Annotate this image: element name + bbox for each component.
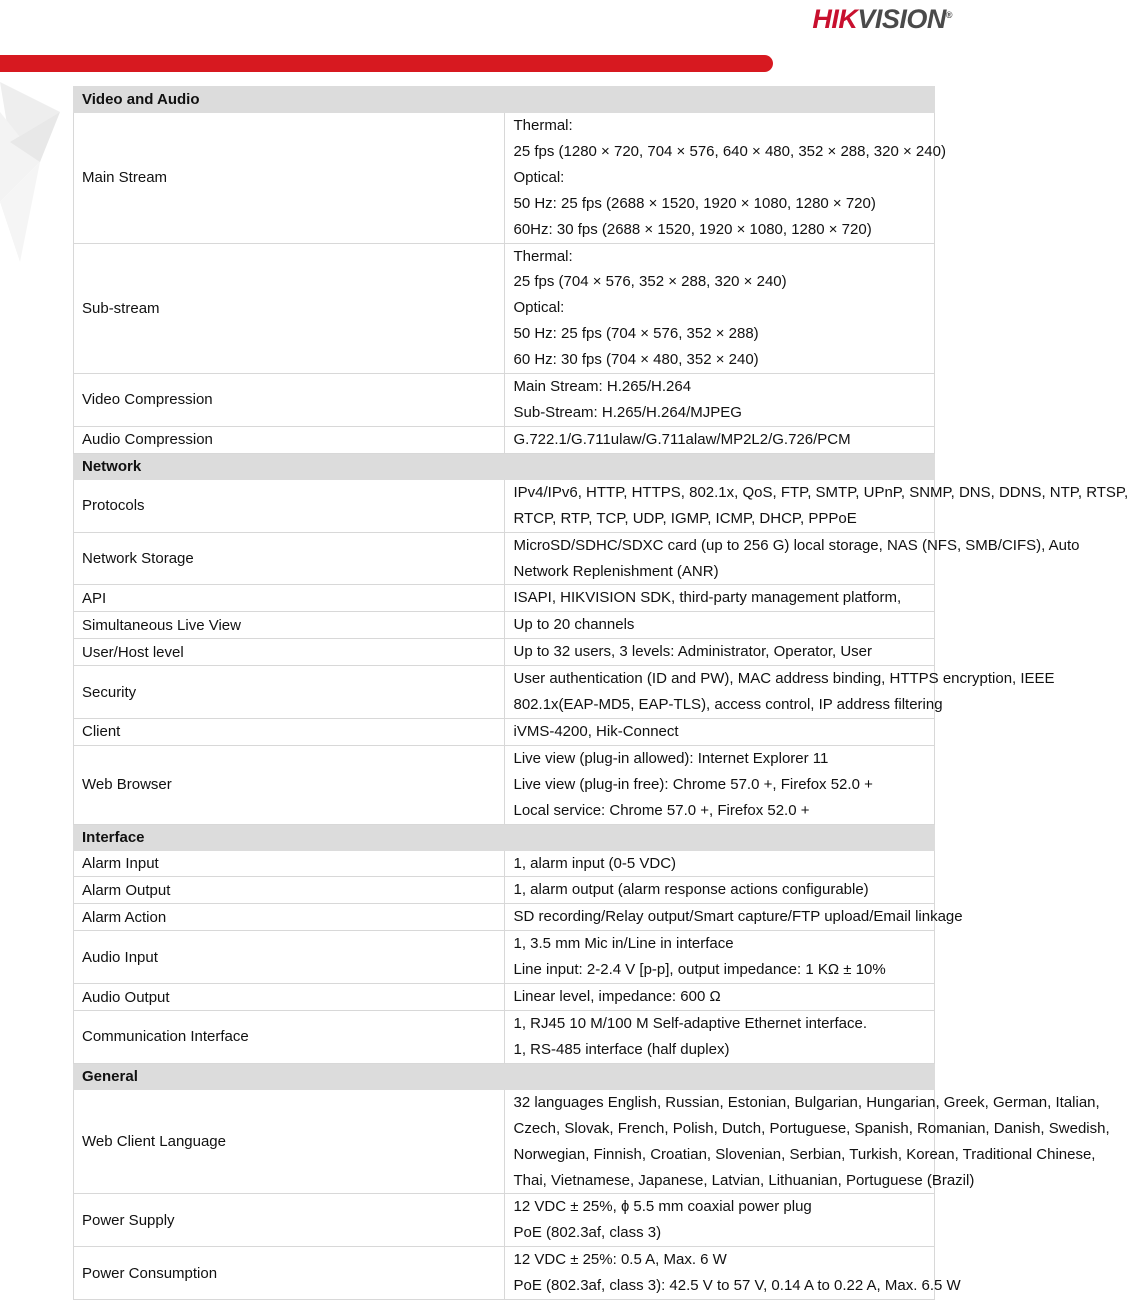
spec-label: Client <box>74 718 505 745</box>
spec-value <box>504 850 935 877</box>
section-title: Network <box>74 453 935 479</box>
spec-label: User/Host level <box>74 639 505 666</box>
spec-value <box>504 931 935 984</box>
spec-label: Alarm Input <box>74 850 505 877</box>
spec-row <box>74 666 935 719</box>
spec-value-line: 802.1x(EAP-MD5, EAP-TLS), access control, IP address filtering <box>513 696 943 714</box>
spec-label: Audio Input <box>74 931 505 984</box>
spec-row <box>74 243 935 374</box>
spec-value <box>504 745 935 824</box>
spec-value <box>504 113 946 244</box>
section-header <box>74 824 935 850</box>
spec-value-line: Linear level, impedance: 600 Ω <box>513 988 721 1006</box>
hikvision-logo <box>812 0 952 34</box>
registered-mark: ® <box>945 10 952 20</box>
spec-row <box>74 904 935 931</box>
spec-value-line: Line input: 2-2.4 V [p-p], output impedance: 1 KΩ ± 10% <box>513 961 886 979</box>
spec-value-line: Main Stream: H.265/H.264 <box>513 378 692 396</box>
spec-value <box>504 1194 935 1247</box>
spec-row <box>74 1194 935 1247</box>
spec-row <box>74 718 935 745</box>
spec-value-line: 60Hz: 30 fps (2688 × 1520, 1920 × 1080, 1280 × 720) <box>513 220 872 238</box>
spec-value <box>504 585 935 612</box>
spec-value-line: SD recording/Relay output/Smart capture/FTP upload/Email linkage <box>513 908 963 926</box>
spec-row <box>74 639 935 666</box>
spec-row <box>74 1089 935 1194</box>
spec-label: Web Browser <box>74 745 505 824</box>
spec-value-line: Live view (plug-in free): Chrome 57.0 +, Firefox 52.0 + <box>513 775 873 793</box>
spec-value-line: Czech, Slovak, French, Polish, Dutch, Portuguese, Spanish, Romanian, Danish, Swedish, <box>513 1119 1110 1137</box>
spec-label: Audio Compression <box>74 426 505 453</box>
spec-label: Audio Output <box>74 984 505 1011</box>
header-red-bar <box>0 55 773 72</box>
spec-value-line: 12 VDC ± 25%: 0.5 A, Max. 6 W <box>513 1251 727 1269</box>
spec-row <box>74 426 935 453</box>
logo-part-2: VISION <box>857 4 946 34</box>
spec-value <box>504 479 1128 532</box>
spec-value-line: 25 fps (704 × 576, 352 × 288, 320 × 240) <box>513 273 787 291</box>
spec-value <box>504 243 935 374</box>
spec-value-line: 25 fps (1280 × 720, 704 × 576, 640 × 480, 352 × 288, 320 × 240) <box>513 142 946 160</box>
spec-label: API <box>74 585 505 612</box>
spec-label: Protocols <box>74 479 505 532</box>
spec-value-line: ISAPI, HIKVISION SDK, third-party management platform, <box>513 589 902 607</box>
spec-label: Main Stream <box>74 113 505 244</box>
spec-row <box>74 745 935 824</box>
spec-value-line: 1, RS-485 interface (half duplex) <box>513 1040 730 1058</box>
spec-row <box>74 585 935 612</box>
spec-label: Power Consumption <box>74 1247 505 1300</box>
spec-value-line: Optical: <box>513 299 565 317</box>
spec-value-line: MicroSD/SDHC/SDXC card (up to 256 G) local storage, NAS (NFS, SMB/CIFS), Auto <box>513 536 1080 554</box>
spec-row <box>74 1011 935 1064</box>
spec-value <box>504 639 935 666</box>
spec-label: Communication Interface <box>74 1011 505 1064</box>
spec-label: Sub-stream <box>74 243 505 374</box>
spec-value-line: Up to 32 users, 3 levels: Administrator, Operator, User <box>513 643 872 661</box>
spec-row <box>74 931 935 984</box>
decorative-star-graphic <box>0 72 80 272</box>
spec-value-line: 50 Hz: 25 fps (704 × 576, 352 × 288) <box>513 325 759 343</box>
spec-value <box>504 984 935 1011</box>
spec-row <box>74 877 935 904</box>
spec-row <box>74 532 935 585</box>
section-title: Interface <box>74 824 935 850</box>
spec-row <box>74 374 935 427</box>
spec-value-line: IPv4/IPv6, HTTP, HTTPS, 802.1x, QoS, FTP, SMTP, UPnP, SNMP, DNS, DDNS, NTP, RTSP, <box>513 483 1128 501</box>
spec-value-line: 1, alarm output (alarm response actions configurable) <box>513 881 869 899</box>
spec-label: Power Supply <box>74 1194 505 1247</box>
spec-value <box>504 1089 1110 1194</box>
section-title: General <box>74 1063 935 1089</box>
spec-value-line: 1, 3.5 mm Mic in/Line in interface <box>513 935 734 953</box>
spec-label: Alarm Output <box>74 877 505 904</box>
spec-value-line: Thai, Vietnamese, Japanese, Latvian, Lithuanian, Portuguese (Brazil) <box>513 1171 975 1189</box>
spec-row <box>74 1247 935 1300</box>
spec-value-line: 50 Hz: 25 fps (2688 × 1520, 1920 × 1080, 1280 × 720) <box>513 194 876 212</box>
spec-value <box>504 718 935 745</box>
spec-value <box>504 1247 961 1300</box>
spec-value-line: Up to 20 channels <box>513 616 635 634</box>
spec-value-line: 60 Hz: 30 fps (704 × 480, 352 × 240) <box>513 351 759 369</box>
spec-label: Video Compression <box>74 374 505 427</box>
spec-value-line: 32 languages English, Russian, Estonian, Bulgarian, Hungarian, Greek, German, Italian, <box>513 1093 1100 1111</box>
spec-value-line: 1, alarm input (0-5 VDC) <box>513 854 677 872</box>
spec-row <box>74 850 935 877</box>
spec-row <box>74 612 935 639</box>
spec-label: Web Client Language <box>74 1089 505 1194</box>
spec-label: Alarm Action <box>74 904 505 931</box>
spec-value-line: User authentication (ID and PW), MAC address binding, HTTPS encryption, IEEE <box>513 670 1055 688</box>
specification-table <box>73 86 1128 1300</box>
spec-value-line: Live view (plug-in allowed): Internet Explorer 11 <box>513 749 829 767</box>
section-header <box>74 453 935 479</box>
spec-row <box>74 479 935 532</box>
spec-value <box>504 374 935 427</box>
spec-label: Security <box>74 666 505 719</box>
spec-value-line: 12 VDC ± 25%, ɸ 5.5 mm coaxial power plug <box>513 1198 812 1216</box>
spec-value-line: Sub-Stream: H.265/H.264/MJPEG <box>513 403 742 421</box>
spec-value <box>504 426 935 453</box>
spec-label: Network Storage <box>74 532 505 585</box>
spec-row <box>74 984 935 1011</box>
spec-value-line: Thermal: <box>513 247 573 265</box>
spec-value-line: Local service: Chrome 57.0 +, Firefox 52.0 + <box>513 801 810 819</box>
spec-value-line: Norwegian, Finnish, Croatian, Slovenian, Serbian, Turkish, Korean, Traditional Chinese, <box>513 1145 1096 1163</box>
spec-value <box>504 1011 935 1064</box>
spec-value-line: Thermal: <box>513 117 573 134</box>
spec-value <box>504 904 963 931</box>
spec-label: Simultaneous Live View <box>74 612 505 639</box>
spec-value-line: PoE (802.3af, class 3): 42.5 V to 57 V, 0.14 A to 0.22 A, Max. 6.5 W <box>513 1277 961 1295</box>
section-title: Video and Audio <box>74 87 935 113</box>
section-header <box>74 87 935 113</box>
spec-row <box>74 113 935 244</box>
logo-part-1: HIK <box>812 4 858 34</box>
spec-value-line: Optical: <box>513 168 565 186</box>
spec-value <box>504 532 1080 585</box>
spec-value-line: G.722.1/G.711ulaw/G.711alaw/MP2L2/G.726/PCM <box>513 430 851 448</box>
spec-value-line: 1, RJ45 10 M/100 M Self-adaptive Ethernet interface. <box>513 1015 868 1032</box>
section-header <box>74 1063 935 1089</box>
spec-value-line: PoE (802.3af, class 3) <box>513 1224 662 1242</box>
spec-value-line: iVMS-4200, Hik-Connect <box>513 722 679 740</box>
spec-value <box>504 612 935 639</box>
spec-value-line: RTCP, RTP, TCP, UDP, IGMP, ICMP, DHCP, PPPoE <box>513 509 857 527</box>
spec-value <box>504 666 1055 719</box>
spec-value <box>504 877 935 904</box>
spec-value-line: Network Replenishment (ANR) <box>513 562 719 580</box>
